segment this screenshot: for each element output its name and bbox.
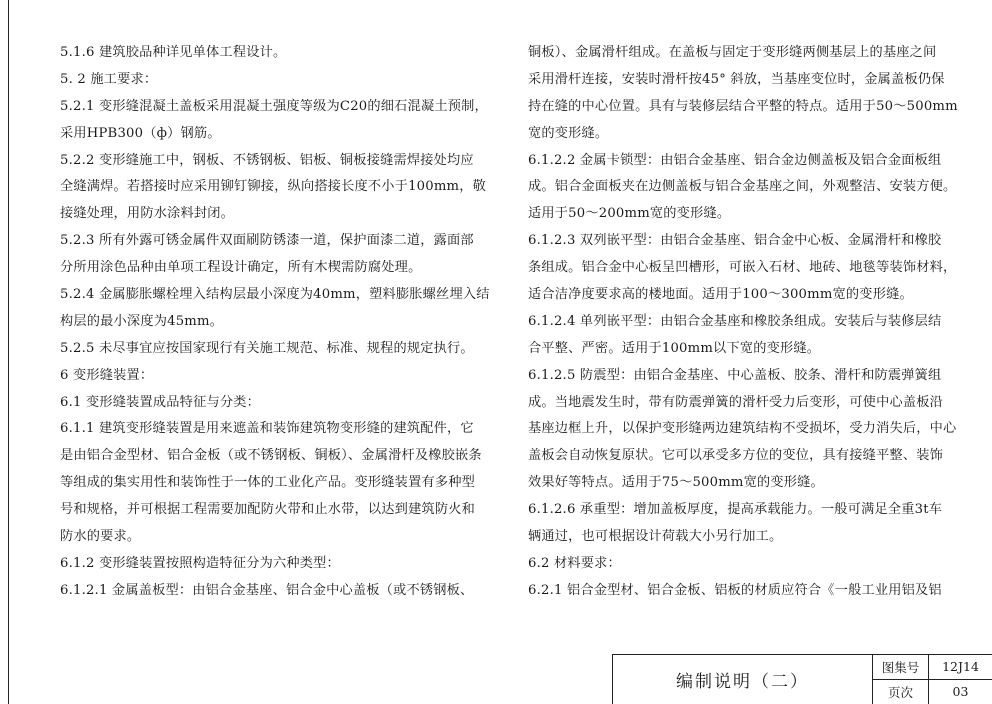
text-line: 基座边框上升，以保护变形缝两边建筑结构不受损坏，受力消失后，中心: [528, 421, 957, 437]
text-line: 6.1.2.1 金属盖板型：由铝合金基座、铝合金中心盖板（或不锈钢板、: [60, 582, 474, 598]
text-line: 盖板会自动恢复原状。它可以承受多方位的变位，具有接缝平整、装饰: [528, 448, 944, 464]
text-line: 6 变形缝装置：: [60, 367, 154, 383]
title-block-grid: [873, 655, 992, 704]
text-line: 适用于50～200mm宽的变形缝。: [528, 206, 731, 222]
text-line: 6.1.1 建筑变形缝装置是用来遮盖和装饰建筑物变形缝的建筑配件，它: [60, 421, 474, 437]
text-line: 6.1.2.6 承重型：增加盖板厚度，提高承载能力。一般可满足全重3t车: [528, 502, 943, 518]
text-line: 条组成。铝合金中心板呈凹槽形，可嵌入石材、地砖、地毯等装饰材料，: [528, 260, 957, 276]
text-line: 采用滑杆连接，安装时滑杆按45° 斜放，当基座变位时，金属盖板仍保: [528, 71, 945, 87]
text-line: 6.1.2.2 金属卡锁型：由铝合金基座、铝合金边侧盖板及铝合金面板组: [528, 152, 942, 168]
text-line: 6.1 变形缝装置成品特征与分类：: [60, 394, 261, 410]
text-line: 5.2.2 变形缝施工中，钢板、不锈钢板、铝板、铜板接缝需焊接处均应: [60, 152, 474, 168]
text-line: 6.1.2 变形缝装置按照构造特征分为六种类型：: [60, 555, 340, 571]
text-line: 号和规格，并可根据工程需要加配防火带和止水带，以达到建筑防火和: [60, 502, 476, 518]
title-block: [612, 654, 992, 704]
text-line: 5.2.1 变形缝混凝土盖板采用混凝土强度等级为C20的细石混凝土预制，: [60, 98, 488, 114]
left-text-column: [60, 40, 490, 605]
text-line: 适合洁净度要求高的楼地面。适用于100～300mm宽的变形缝。: [528, 287, 913, 303]
text-line: 分所用涂色品种由单项工程设计确定，所有木楔需防腐处理。: [60, 260, 422, 276]
text-line: 6.1.2.5 防震型：由铝合金基座、中心盖板、胶条、滑杆和防震弹簧组: [528, 367, 942, 383]
text-line: 5. 2 施工要求：: [60, 71, 158, 87]
text-line: 等组成的集实用性和装饰性于一体的工业化产品。变形缝装置有多种型: [60, 475, 476, 491]
text-line: 采用HPB300（ф）钢筋。: [60, 125, 221, 141]
text-line: 5.2.5 未尽事宜应按国家现行有关施工规范、标准、规程的规定执行。: [60, 340, 474, 356]
text-line: 6.1.2.3 双列嵌平型：由铝合金基座、铝合金中心板、金属滑杆和橡胶: [528, 233, 942, 249]
text-line: 成。当地震发生时，带有防震弹簧的滑杆受力后变形，可使中心盖板沿: [528, 394, 944, 410]
drawing-title: 编制说明（二）: [613, 655, 873, 704]
text-line: 铜板）、金属滑杆组成。在盖板与固定于变形缝两侧基层上的基座之间: [528, 45, 937, 60]
right-text-column: [528, 40, 958, 605]
page-number-label: 页次: [873, 680, 929, 704]
text-line: 5.2.4 金属膨胀螺栓埋入结构层最小深度为40mm，塑料膨胀螺丝埋入结: [60, 287, 490, 303]
text-line: 接缝处理，用防水涂料封闭。: [60, 206, 235, 222]
text-line: 是由铝合金型材、铝合金板（或不锈钢板、铜板）、金属滑杆及橡胶嵌条: [60, 448, 482, 464]
text-line: 5.1.6 建筑胶品种详见单体工程设计。: [60, 45, 287, 60]
text-line: 辆通过，也可根据设计荷载大小另行加工。: [528, 529, 783, 545]
text-line: 构层的最小深度为45mm。: [60, 313, 224, 329]
text-line: 防水的要求。: [60, 529, 141, 545]
page-number-value: 03: [952, 684, 969, 700]
atlas-number-label: 图集号: [873, 655, 929, 680]
text-line: 效果好等特点。适用于75～500mm宽的变形缝。: [528, 475, 824, 491]
text-line: 6.2.1 铝合金型材、铝合金板、铝板的材质应符合《一般工业用铝及铝: [528, 582, 942, 598]
text-line: 成。铝合金面板夹在边侧盖板与铝合金基座之间，外观整洁、安装方便。: [528, 179, 957, 195]
text-line: 全缝满焊。若搭接时应采用铆钉铆接，纵向搭接长度不小于100mm，敬: [60, 179, 487, 195]
text-line: 宽的变形缝。: [528, 125, 609, 141]
text-line: 6.2 材料要求：: [528, 555, 621, 571]
atlas-number-value: 12J14: [929, 655, 992, 680]
text-line: 合平整、严密。适用于100mm以下宽的变形缝。: [528, 340, 821, 356]
text-line: 持在缝的中心位置。具有与装修层结合平整的特点。适用于50～500mm: [528, 98, 958, 114]
text-line: 6.1.2.4 单列嵌平型：由铝合金基座和橡胶条组成。安装后与装修层结: [528, 313, 942, 329]
text-line: 5.2.3 所有外露可锈金属件双面刷防锈漆一道，保护面漆二道，露面部: [60, 233, 474, 249]
